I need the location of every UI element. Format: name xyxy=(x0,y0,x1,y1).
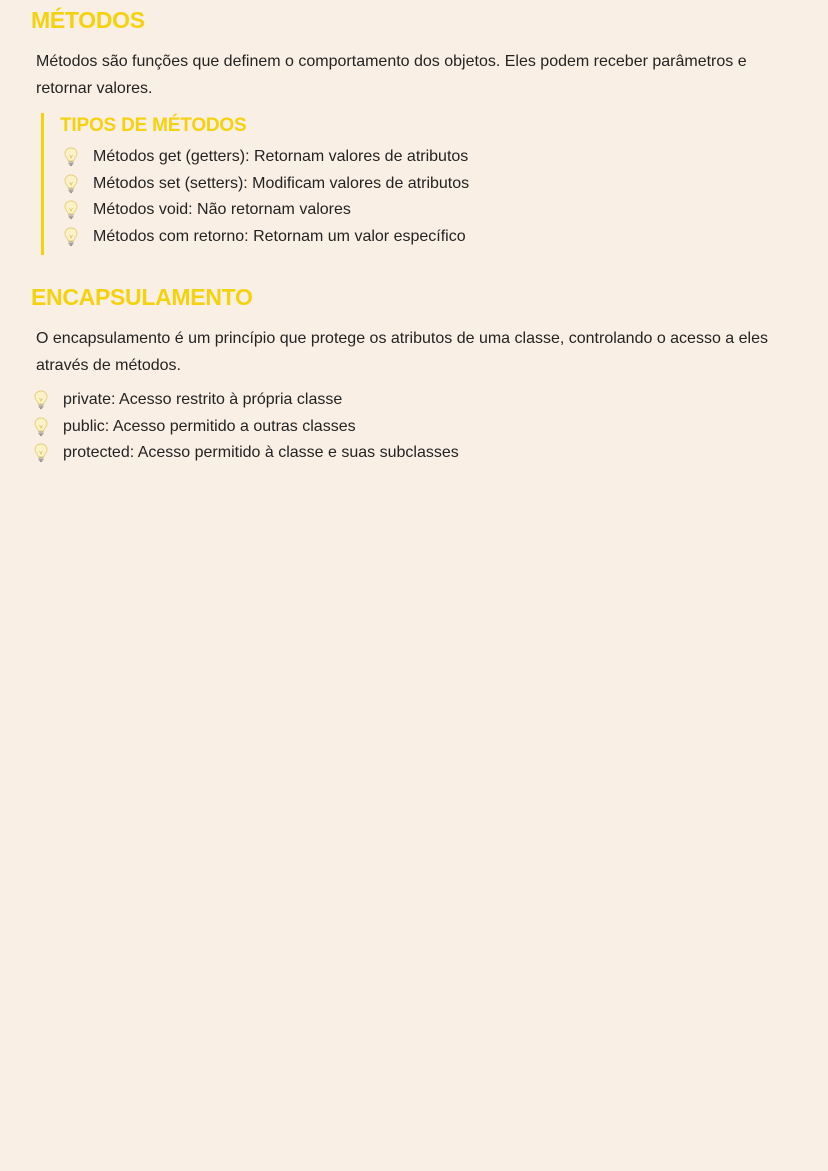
lightbulb-icon xyxy=(34,390,48,410)
section-title-metodos: MÉTODOS xyxy=(31,7,145,33)
list-item-text: public: Acesso permitido a outras classes xyxy=(63,417,356,435)
list-item-text: private: Acesso restrito à própria classe xyxy=(63,391,343,408)
lightbulb-icon xyxy=(64,227,78,247)
list-item-text: Métodos com retorno: Retornam um valor específico xyxy=(93,227,466,245)
list-item-text: protected: Acesso permitido à classe e suas subclasses xyxy=(63,444,459,461)
lightbulb-icon xyxy=(34,443,48,463)
lightbulb-icon xyxy=(64,174,78,194)
section-title-encapsulamento: ENCAPSULAMENTO xyxy=(31,284,253,310)
subsection-title: TIPOS DE MÉTODOS xyxy=(60,115,247,136)
lightbulb-icon xyxy=(34,417,48,437)
lightbulb-icon xyxy=(64,147,78,167)
section-paragraph-metodos: Métodos são funções que definem o comportamento dos objetos. Eles podem receber parâmetros e retornar valores. xyxy=(36,53,747,97)
list-item-text: Métodos void: Não retornam valores xyxy=(93,201,351,218)
lightbulb-icon xyxy=(64,200,78,220)
section-paragraph-encapsulamento: O encapsulamento é um princípio que protege os atributos de uma classe, controlando o acesso a eles através de métodos. xyxy=(36,330,768,374)
subsection-tipos-de-metodos xyxy=(41,113,741,255)
list-item-text: Métodos get (getters): Retornam valores de atributos xyxy=(93,148,469,165)
list-item-text: Métodos set (setters): Modificam valores de atributos xyxy=(93,174,470,192)
